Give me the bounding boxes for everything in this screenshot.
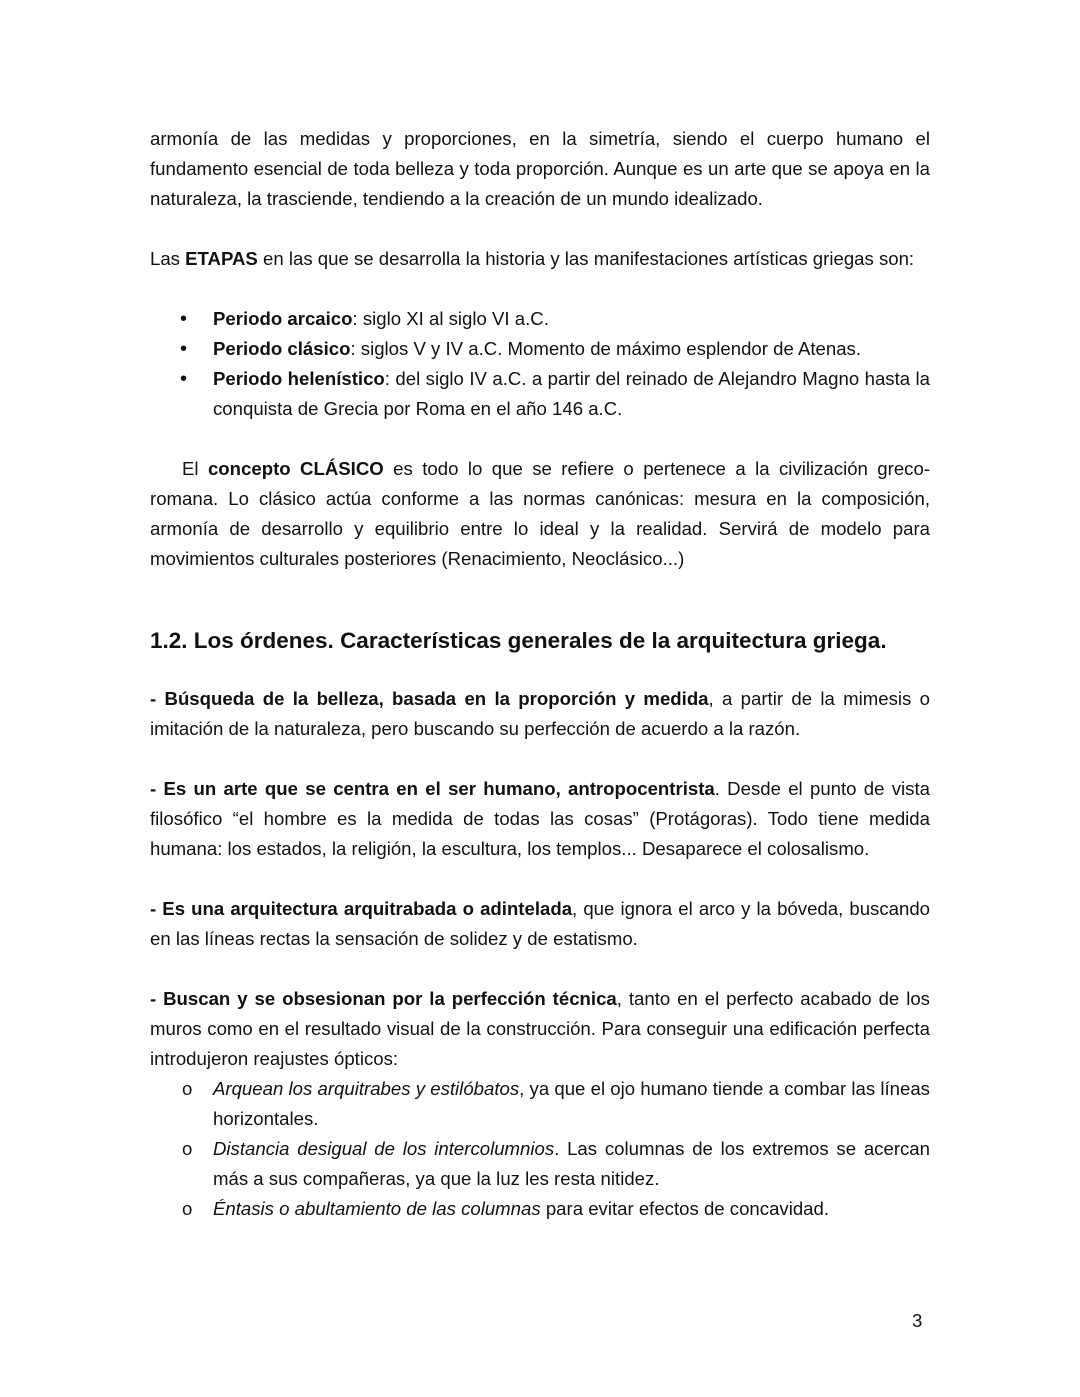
classic-after: es todo lo que se refiere o pertenece a la civilización greco-romana. Lo clásico actúa conforme a las normas canónicas: mesura en la composición, armonía de desarrollo y equilibrio entre lo ideal y la realidad. Servirá de modelo para movimientos culturales posteriores (Renacimiento, Neoclásico...) [150,458,931,569]
stage-text: : del siglo IV a.C. a partir del reinado de Alejandro Magno hasta la conquista de Grecia por Roma en el año 146 a.C. [213,368,930,419]
optical-adjustments-list [150,1074,930,1224]
stages-lead-paragraph [150,244,930,274]
page-number: 3 [912,1310,923,1331]
document-page [150,124,930,1224]
stage-title: Periodo clásico [213,338,351,359]
stage-text: : siglos V y IV a.C. Momento de máximo esplendor de Atenas. [350,338,862,359]
adjustment-item-entasis [150,1194,930,1224]
stage-item-classic [150,334,930,364]
stages-lead-bold: ETAPAS [185,248,258,269]
circle-bullet-icon: o [182,1138,193,1159]
circle-bullet-icon: o [182,1198,193,1219]
stage-text: : siglo XI al siglo VI a.C. [352,308,549,329]
point-paragraph-perfection [150,984,930,1074]
point-bold: - Buscan y se obsesionan por la perfección técnica [150,988,617,1009]
point-text: , a partir de la mimesis o imitación de la naturaleza, pero buscando su perfección de acuerdo a la razón. [150,688,930,739]
adjustment-italic: Distancia desigual de los intercolumnios [213,1138,555,1159]
stage-item-hellenistic [150,364,930,424]
classic-concept-paragraph [150,454,930,574]
stages-lead-after: en las que se desarrolla la historia y las manifestaciones artísticas griegas son: [257,248,915,269]
stage-item-archaic [150,304,930,334]
point-paragraph-anthropocentric [150,774,930,864]
adjustment-text: para evitar efectos de concavidad. [540,1198,830,1219]
circle-bullet-icon: o [182,1078,193,1099]
classic-before: El [182,458,208,479]
adjustment-item-arches [150,1074,930,1134]
stages-list [150,304,930,424]
adjustment-text: , ya que el ojo humano tiende a combar las líneas horizontales. [213,1078,930,1129]
point-paragraph-beauty [150,684,930,744]
bullet-icon: • [180,308,188,330]
stage-title: Periodo arcaico [213,308,353,329]
adjustment-italic: Éntasis o abultamiento de las columnas [213,1198,541,1219]
point-text: . Desde el punto de vista filosófico “el hombre es la medida de todas las cosas” (Protágoras). Todo tiene medida humana: los estados, la religión, la escultura, los templos... Desaparece el colosalismo. [150,778,930,859]
stage-title: Periodo helenístico [213,368,385,389]
point-bold: - Búsqueda de la belleza, basada en la proporción y medida [150,688,709,709]
bullet-icon: • [180,368,188,390]
point-bold: - Es un arte que se centra en el ser humano, antropocentrista [150,778,715,799]
point-paragraph-lintel [150,894,930,954]
section-heading: 1.2. Los órdenes. Características generales de la arquitectura griega. [150,628,887,653]
bullet-icon: • [180,338,188,360]
intro-paragraph: armonía de las medidas y proporciones, en la simetría, siendo el cuerpo humano el fundamento esencial de toda belleza y toda proporción. Aunque es un arte que se apoya en la naturaleza, la trasciende, tendiendo a la creación de un mundo idealizado. [150,128,930,209]
adjustment-text: . Las columnas de los extremos se acercan más a sus compañeras, ya que la luz les resta nitidez. [213,1138,930,1189]
adjustment-italic: Arquean los arquitrabes y estilóbatos [213,1078,520,1099]
adjustment-item-intercolumns [150,1134,930,1194]
point-text: , tanto en el perfecto acabado de los muros como en el resultado visual de la construcción. Para conseguir una edificación perfecta introdujeron reajustes ópticos: [150,988,930,1069]
stages-lead-before: Las [150,248,186,269]
point-text: , que ignora el arco y la bóveda, buscando en las líneas rectas la sensación de solidez y de estatismo. [150,898,931,949]
point-bold: - Es una arquitectura arquitrabada o adintelada [150,898,573,919]
classic-bold: concepto CLÁSICO [207,458,384,479]
